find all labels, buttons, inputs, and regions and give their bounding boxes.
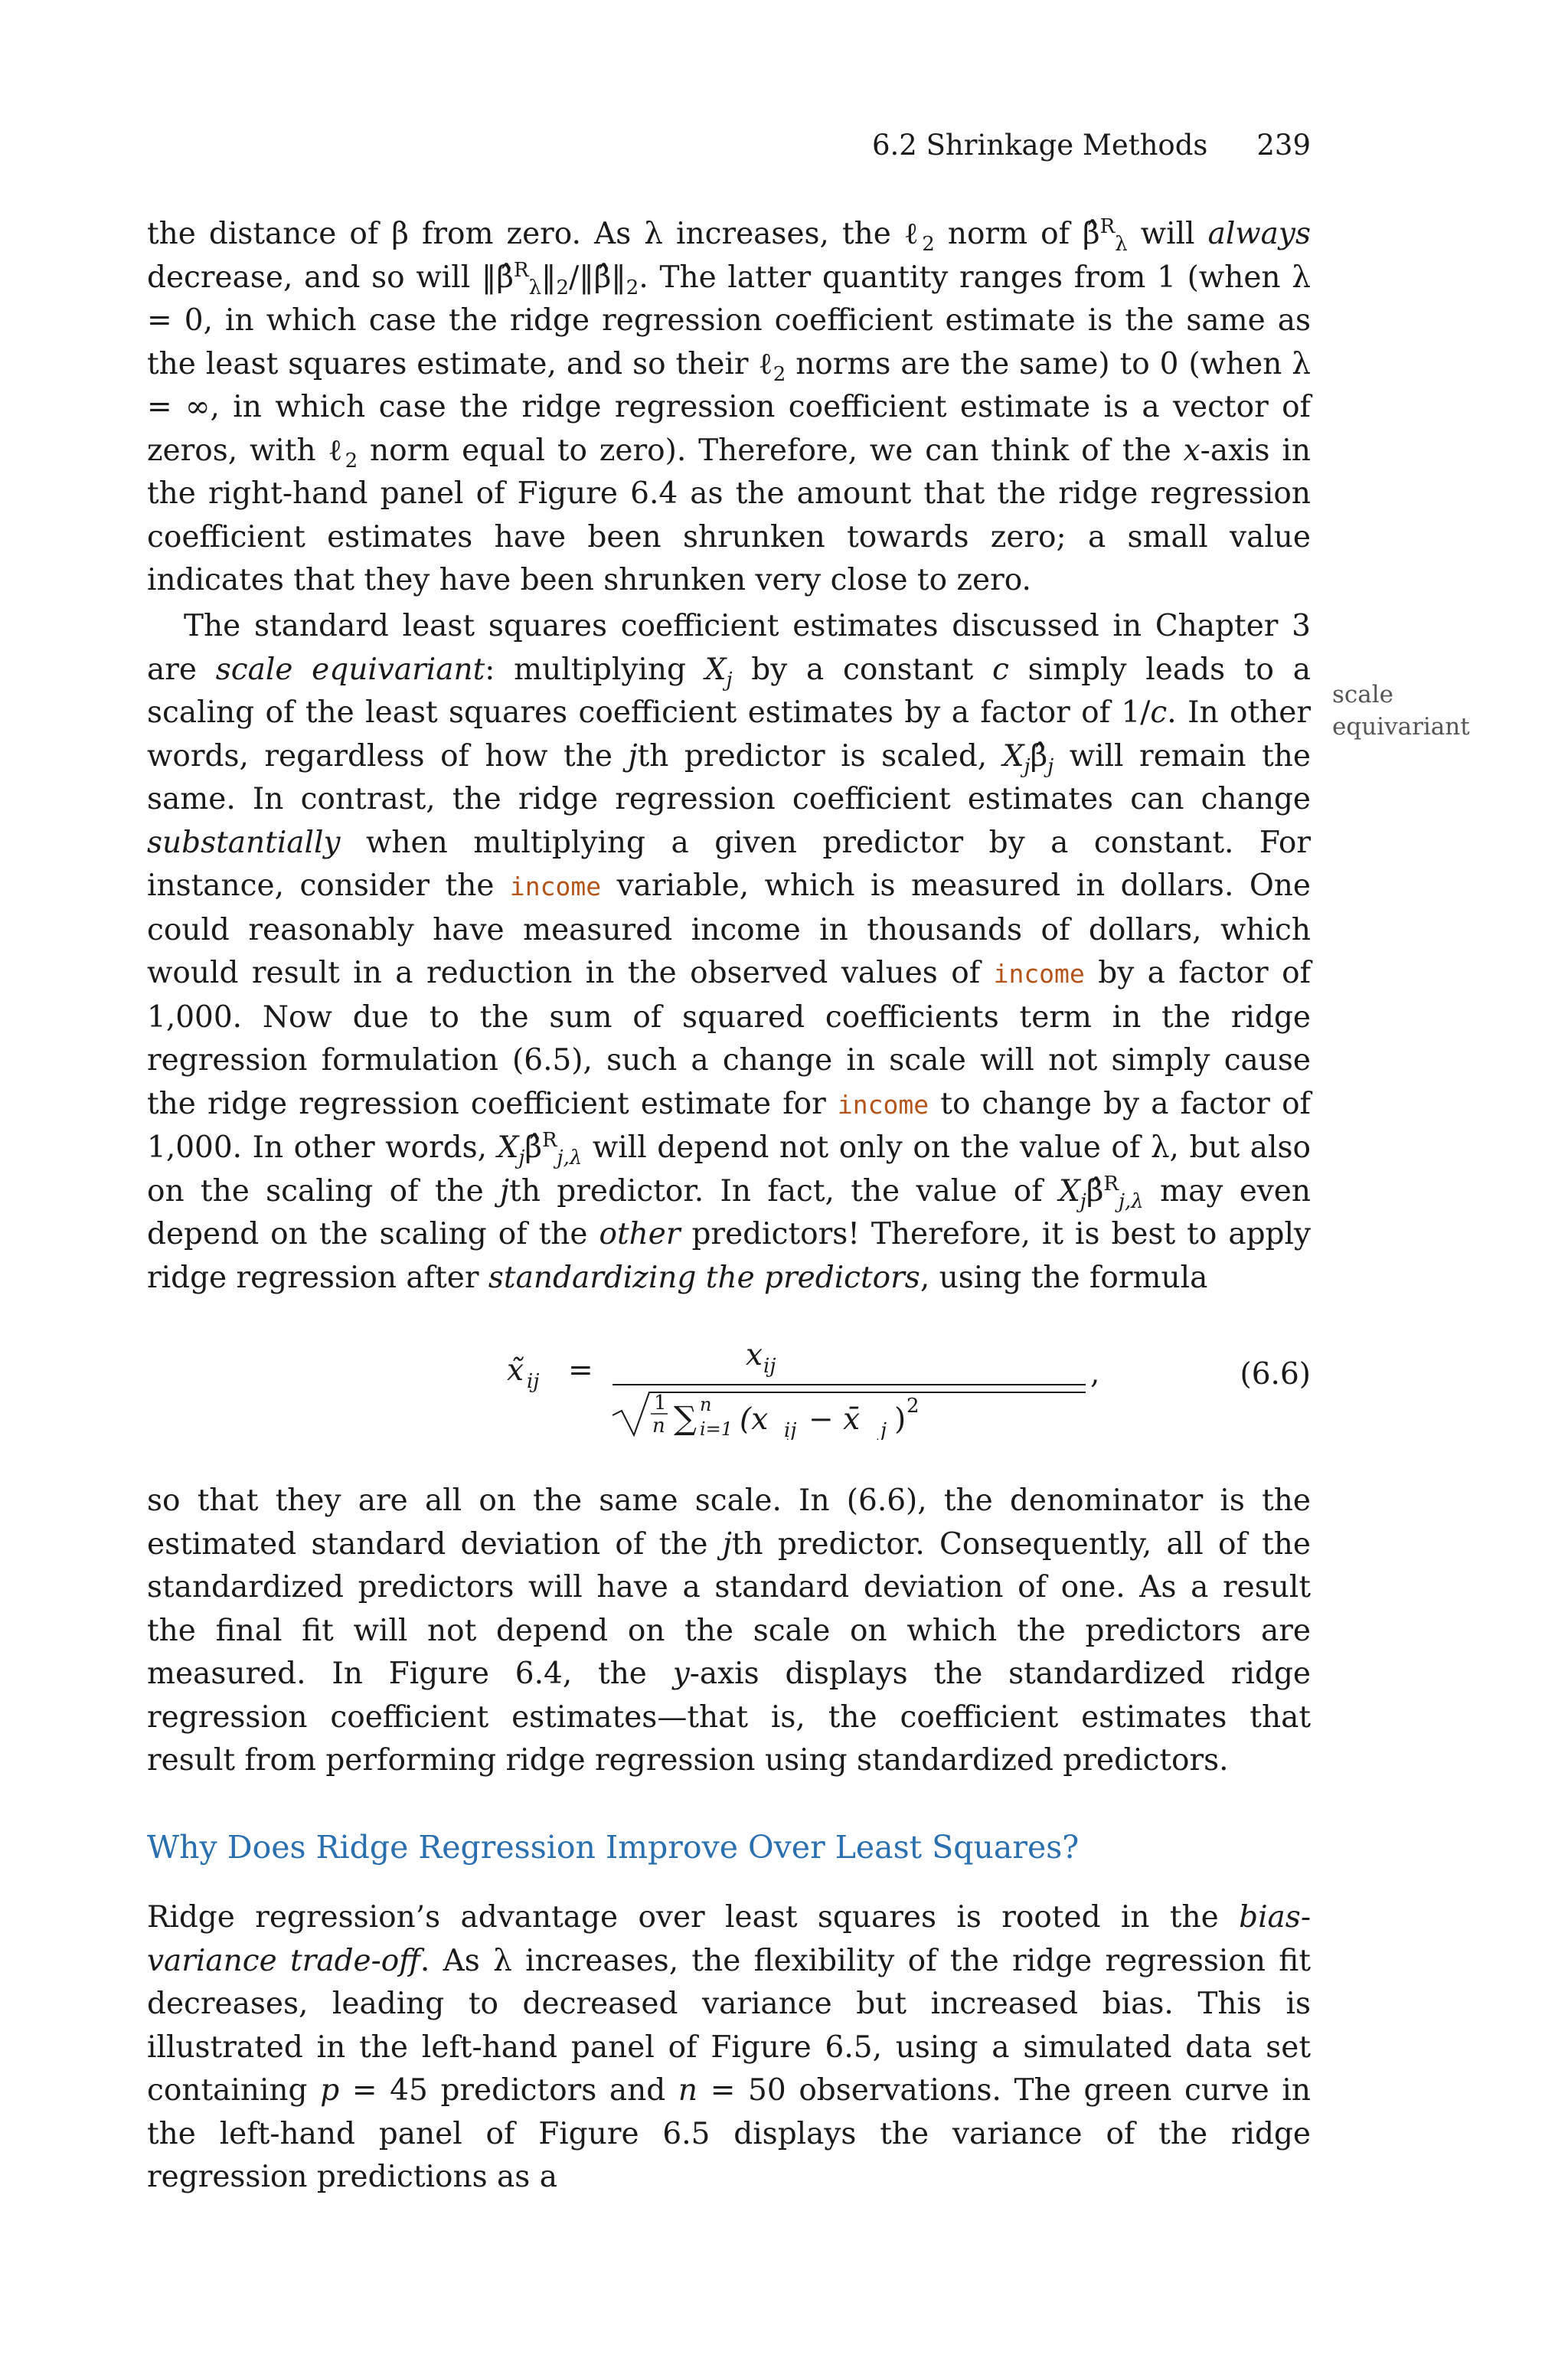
code-income: income	[837, 1089, 929, 1120]
eq-numerator: x	[746, 1338, 763, 1372]
paragraph-3: so that they are all on the same scale. In (6.6), the denominator is the estimated standard deviation of the jth predictor. Consequently, all of the standardized predictors will have a standard deviation of one. As a result the final fit will not depend on the scale on which the predictors are measured. In Figure 6.4, the y-axis displays the standardized ridge regression coefficient estimates—that is, the coefficient estimates that result from performing ridge regression using standardized predictors.	[147, 1483, 1312, 1778]
eq-power: 2	[906, 1395, 920, 1418]
eq-sum-top: n	[700, 1394, 712, 1415]
eq-lhs: x̃	[507, 1353, 524, 1388]
eq-numerator-sub: ij	[763, 1355, 776, 1378]
eq-frac-num: 1	[654, 1392, 667, 1415]
paragraph-2: The standard least squares coefficient estimates discussed in Chapter 3 are scale equivariant: multiplying $X_j$ by a constant c simply leads to a scaling of the least squares coefficient estimates by a factor of 1/c. In other words, regardless of how the jth predictor is scaled, $X_j\betâ_j$ will remain the same. In contrast, the ridge regression coefficient estimates can change substantially when multiplying a given predictor by a constant. For instance, consider the income variable, which is measured in dollars. One could reasonably have measured income in thousands of dollars, which would result in a reduction in the observed values of income by a factor of 1,000. Now due to the sum of squared coefficients term in the ridge regression formulation (6.5), such a change in scale will not simply cause the ridge regression coefficient estimate for income to change by a factor of 1,000. In other words, $X_j\betâ^R_{j,\lambda}$ will depend not only on the value of λ, but also on the scaling of the jth predictor. In fact, the value of $X_j\betâ^R_{j,\lambda}$ may even depend on the scaling of the other predictors! Therefore, it is best to apply ridge regression after standardizing the predictors, using the formula	[147, 609, 1312, 1295]
paragraph-1: the distance of β from zero. As λ increases, the ℓ$_2$ norm of β̂$^R_\lambda$ will always decrease, and so will $‖\betâ^R_\lambda‖_2/‖\betâ‖_2$. The latter quantity ranges from 1 (when λ = 0, in which case the ridge regression coefficient estimate is the same as the least squares estimate, and so their ℓ$_2$ norms are the same) to 0 (when λ = ∞, in which case the ridge regression coefficient estimate is a vector of zeros, with ℓ$_2$ norm equal to zero). Therefore, we can think of the x-axis in the right-hand panel of Figure 6.4 as the amount that the ridge regression coefficient estimates have been shrunken towards zero; a small value indicates that they have been shrunken very close to zero.	[147, 215, 1311, 597]
eq-frac-den: n	[652, 1415, 665, 1438]
eq-minus: − x̄	[808, 1402, 861, 1437]
margin-note	[1332, 679, 1531, 743]
code-income: income	[993, 959, 1085, 989]
running-header	[864, 129, 1311, 162]
eq-inner-sub: ij	[784, 1419, 797, 1440]
equation-graphic	[499, 1325, 1127, 1440]
eq-xbar-sub: j	[880, 1419, 887, 1440]
eq-sum: ∑	[674, 1399, 697, 1437]
header-section-title: 6.2 Shrinkage Methods	[871, 129, 1208, 162]
header-page-number: 239	[1256, 129, 1311, 162]
eq-close: )	[894, 1402, 906, 1437]
margin-note-line-2: equivariant	[1332, 713, 1470, 741]
margin-note-line-1: scale	[1332, 681, 1394, 708]
equation-number: (6.6)	[1240, 1357, 1311, 1392]
eq-inner: (x	[740, 1402, 769, 1437]
section-heading: Why Does Ridge Regression Improve Over Least Squares?	[147, 1829, 1080, 1866]
code-income: income	[509, 872, 602, 901]
eq-equals: =	[568, 1353, 593, 1388]
paragraph-4: Ridge regression’s advantage over least squares is rooted in the bias-variance trade-off. As λ increases, the flexibility of the ridge regression fit decreases, leading to decreased variance but increased bias. This is illustrated in the left-hand panel of Figure 6.5, using a simulated data set containing p = 45 predictors and n = 50 observations. The green curve in the left-hand panel of Figure 6.5 displays the variance of the ridge regression predictions as a	[147, 1900, 1312, 2194]
eq-comma: ,	[1090, 1356, 1100, 1391]
eq-sum-bottom: i=1	[700, 1418, 733, 1440]
equation-6-6	[147, 1325, 1311, 1440]
eq-lhs-sub: ij	[527, 1370, 540, 1393]
